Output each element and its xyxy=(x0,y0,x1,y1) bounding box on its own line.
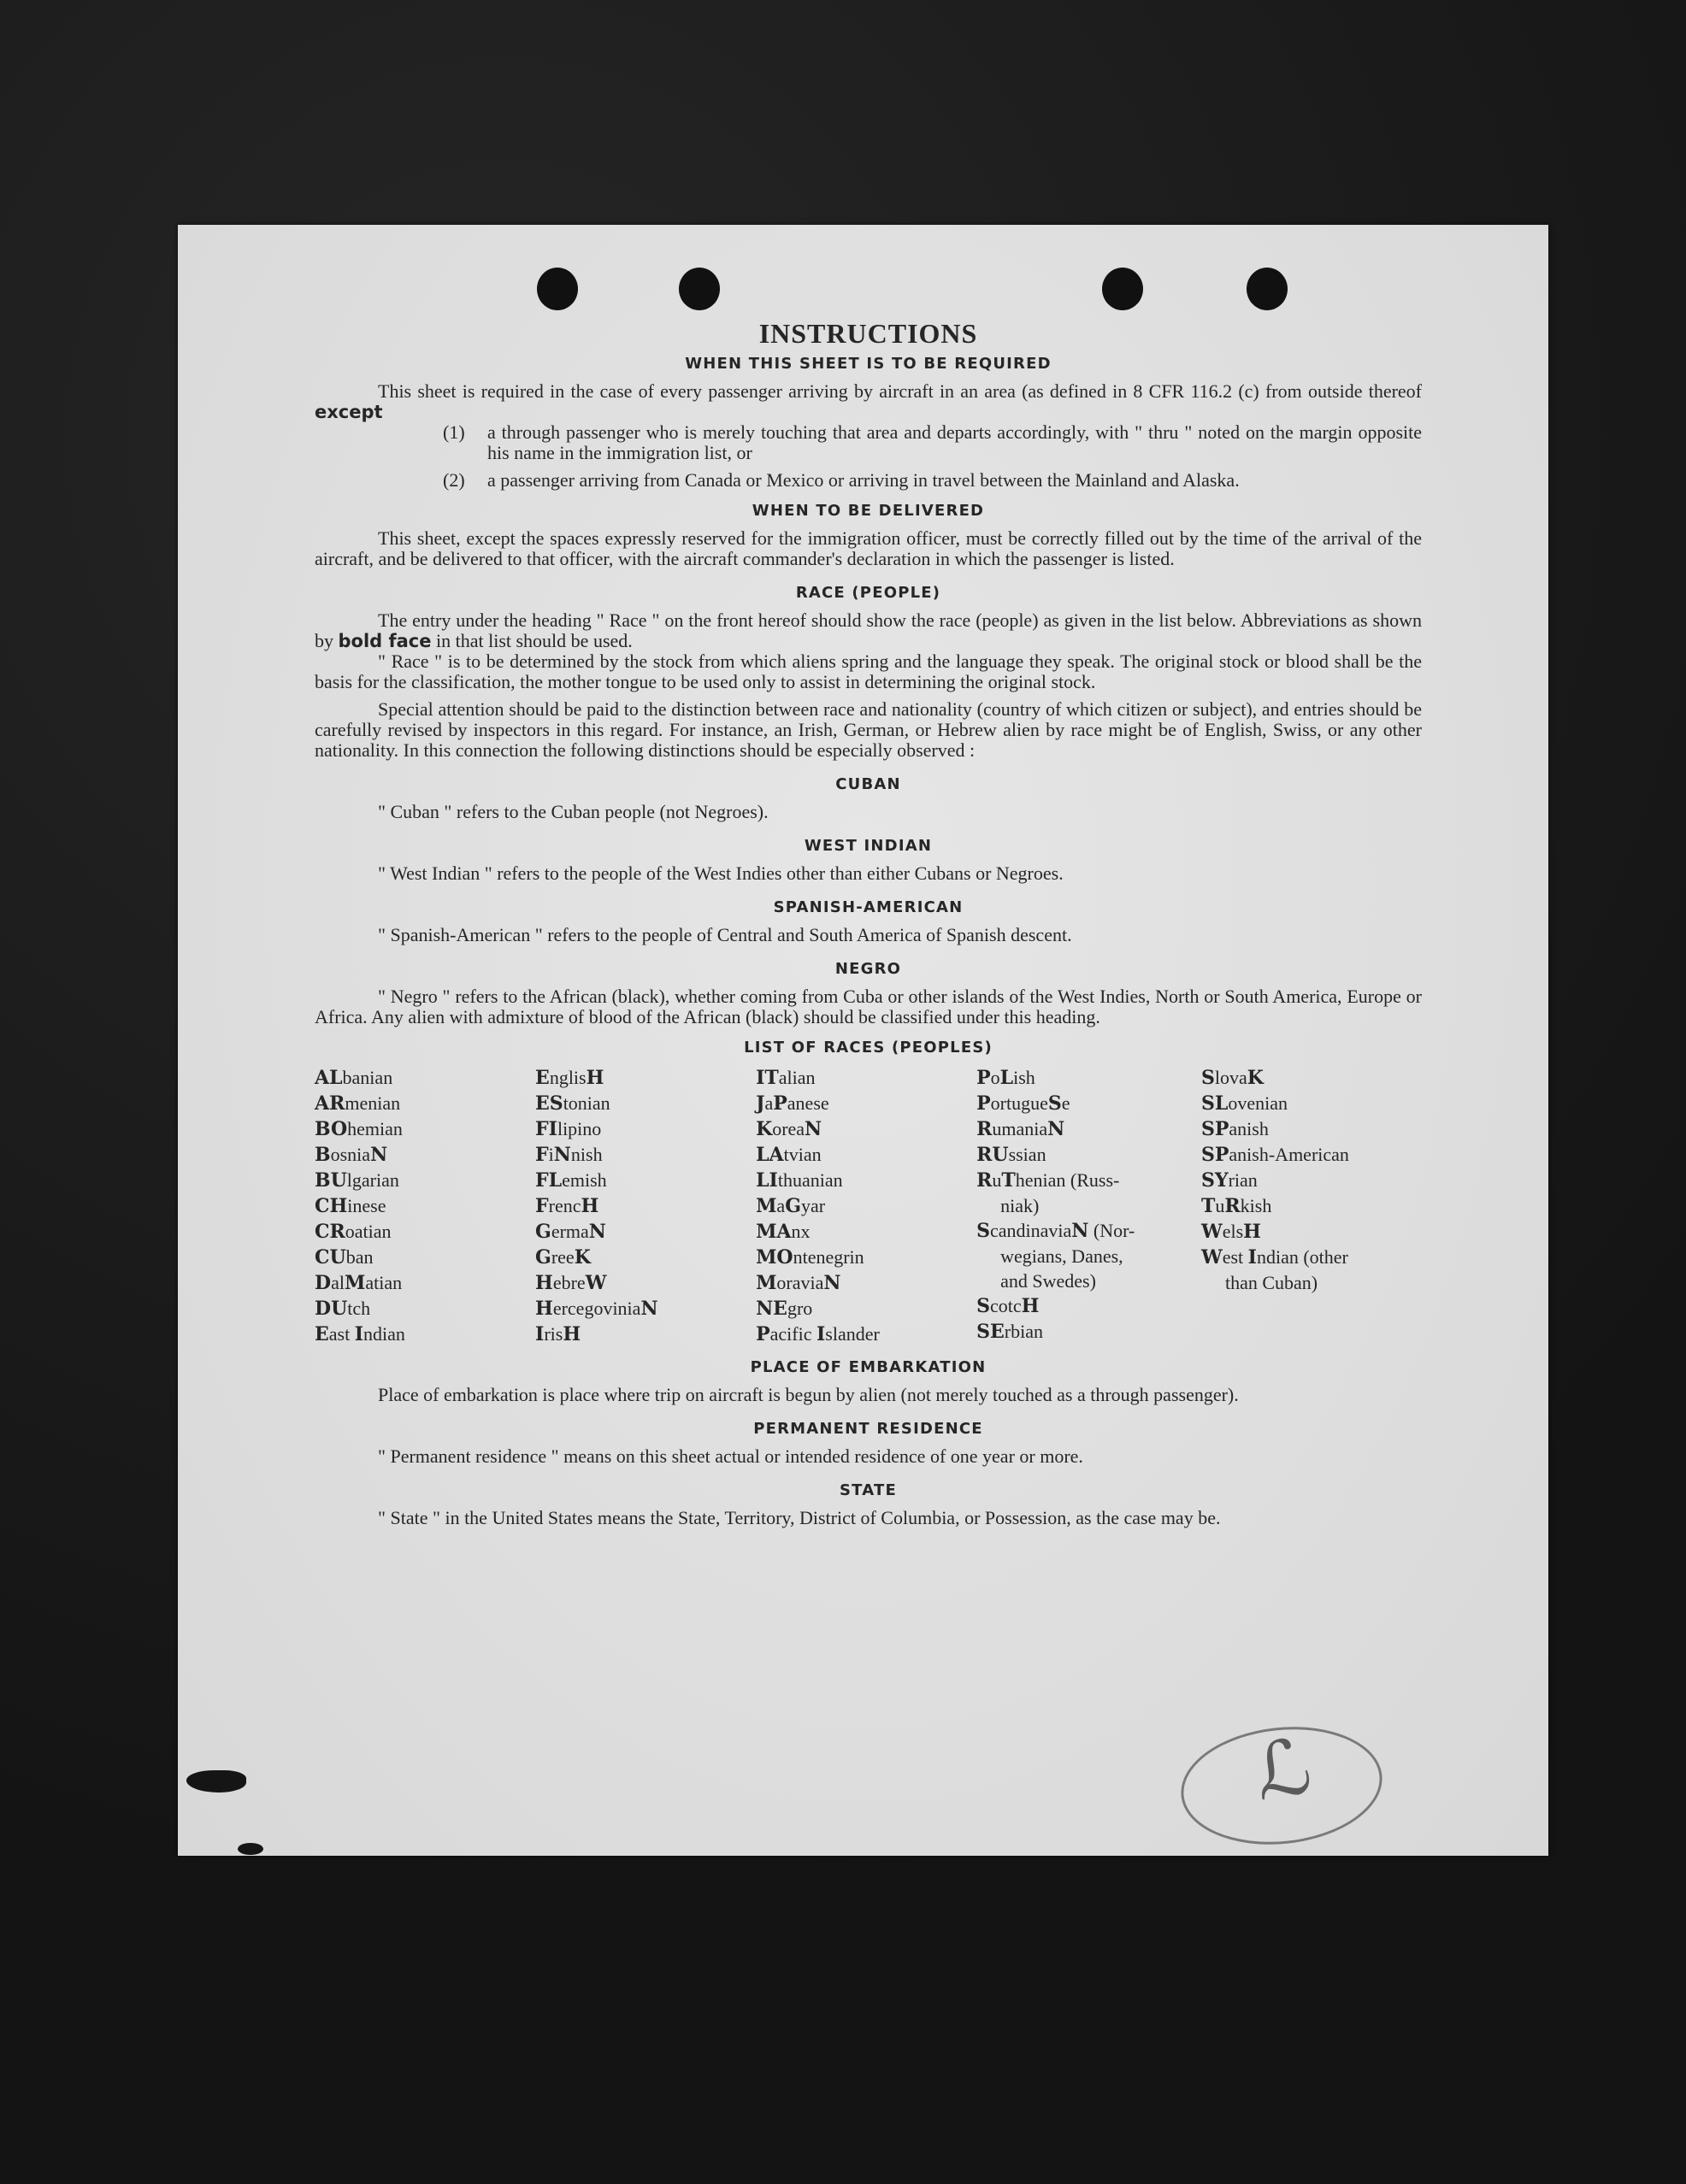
race-entry: DalMatian xyxy=(315,1272,403,1294)
race-entry: PoLish xyxy=(976,1067,1035,1089)
race-entry: MaGyar xyxy=(756,1195,826,1217)
race-entry: ITalian xyxy=(756,1067,816,1089)
race-entry: FiNnish xyxy=(535,1144,603,1166)
race-entry: ARmenian xyxy=(315,1092,401,1115)
race-column xyxy=(1201,1065,1422,1347)
race-entry: NEgro xyxy=(756,1298,813,1320)
race-entry: BOhemian xyxy=(315,1118,403,1140)
para-spanish-american: " Spanish-American " refers to the people of Central and South America of Spanish descent. xyxy=(378,924,1072,945)
race-entry: SYrian xyxy=(1200,1169,1258,1192)
race-entry: ScotcH xyxy=(976,1295,1040,1317)
heading-state: STATE xyxy=(840,1481,897,1499)
para-state: " State " in the United States means the State, Territory, District of Columbia, or Possession, as the case may be. xyxy=(378,1507,1221,1528)
race-entry: niak) xyxy=(1000,1195,1040,1216)
punch-hole xyxy=(1102,268,1143,310)
race-entry: FLemish xyxy=(535,1169,607,1192)
race-entry: CUban xyxy=(315,1246,374,1269)
race-entry: LIthuanian xyxy=(756,1169,843,1192)
race-entry: RumaniaN xyxy=(976,1118,1065,1140)
race-entry: MAnx xyxy=(756,1221,811,1243)
list-item: (1) a through passenger who is merely touching that area and departs accordingly, with " thru " noted on the margin opposite his name in the immigration list, or xyxy=(443,421,1422,463)
race-entry: BosniaN xyxy=(315,1144,388,1166)
race-entry: BUlgarian xyxy=(315,1169,399,1192)
punch-hole xyxy=(679,268,720,310)
race-entry: FIlipino xyxy=(535,1118,602,1140)
race-entry: SlovaK xyxy=(1200,1067,1264,1089)
ink-blot xyxy=(186,1770,246,1793)
heading-negro: NEGRO xyxy=(834,960,902,978)
race-entry: GermaN xyxy=(535,1221,606,1243)
page-title: INSTRUCTIONS xyxy=(758,318,978,349)
race-entry: CRoatian xyxy=(315,1221,392,1243)
race-entry: EStonian xyxy=(535,1092,610,1115)
race-entry: than Cuban) xyxy=(1224,1272,1318,1293)
race-column xyxy=(535,1065,756,1347)
race-entry: HercegoviniaN xyxy=(535,1298,658,1320)
punch-hole xyxy=(1247,268,1288,310)
race-entry: EnglisH xyxy=(535,1067,604,1089)
race-entry: GreeK xyxy=(535,1246,591,1269)
para-race-2: " Race " is to be determined by the stock from which aliens spring and the language they speak. The original stock or blood shall be the basis for the classification, the mother tongue to be used only to assist in determining the original stock. xyxy=(315,650,1422,692)
race-entry: East Indian xyxy=(315,1323,405,1345)
race-column xyxy=(756,1065,976,1347)
race-entry: RUssian xyxy=(976,1144,1046,1166)
para-negro: " Negro " refers to the African (black), whether coming from Cuba or other islands of the West Indies, North or South America, Europe or Africa. Any alien with admixture of blood of the African (black) should be classified under this heading. xyxy=(315,986,1422,1027)
race-entry: wegians, Danes, xyxy=(1000,1245,1123,1267)
race-entry: PortugueSe xyxy=(976,1092,1070,1115)
race-entry: ALbanian xyxy=(315,1067,393,1089)
race-entry: ScandinaviaN (Nor- xyxy=(976,1220,1135,1242)
ink-blot xyxy=(238,1843,263,1855)
race-entry: Pacific Islander xyxy=(756,1323,880,1345)
para-when-delivered: This sheet, except the spaces expressly reserved for the immigration officer, must be correctly filled out by the time of the arrival of the aircraft, and be delivered to that officer, with the aircraft commander's declaration in which the passenger is listed. xyxy=(315,527,1422,569)
race-entry: SPanish-American xyxy=(1200,1144,1349,1166)
race-entry: SErbian xyxy=(976,1321,1043,1343)
para-when-required: This sheet is required in the case of every passenger arriving by aircraft in an area (as defined in 8 CFR 116.2 (c) from outside thereof except xyxy=(315,380,1422,422)
para-race-3: Special attention should be paid to the distinction between race and nationality (country of which citizen or subject), and entries should be carefully revised by inspectors in this regard. For instance, an Irish, German, or Hebrew alien by race might be of English, Swiss, or any other nationality. In this connection the following distinctions should be especially observed : xyxy=(315,698,1422,761)
punch-hole xyxy=(537,268,578,310)
heading-west-indian: WEST INDIAN xyxy=(804,837,933,855)
race-entry: TuRkish xyxy=(1200,1195,1272,1217)
race-entry: LAtvian xyxy=(756,1144,822,1166)
race-list xyxy=(315,1065,1422,1347)
race-entry: West Indian (other xyxy=(1200,1246,1348,1269)
race-entry: RuThenian (Russ- xyxy=(976,1169,1120,1192)
para-cuban: " Cuban " refers to the Cuban people (not Negroes). xyxy=(378,801,769,822)
para-embarkation: Place of embarkation is place where trip on aircraft is begun by alien (not merely touched as a through passenger). xyxy=(378,1384,1239,1405)
race-entry: SPanish xyxy=(1200,1118,1269,1140)
heading-spanish-american: SPANISH-AMERICAN xyxy=(773,898,964,916)
race-entry: FrencH xyxy=(535,1195,599,1217)
race-entry: DUtch xyxy=(315,1298,371,1320)
race-entry: JaPanese xyxy=(756,1092,829,1115)
list-item: (2) a passenger arriving from Canada or Mexico or arriving in travel between the Mainland and Alaska. xyxy=(443,469,1240,491)
heading-when-delivered: WHEN TO BE DELIVERED xyxy=(752,502,985,520)
race-entry: IrisH xyxy=(535,1323,581,1345)
heading-embarkation: PLACE OF EMBARKATION xyxy=(750,1358,987,1376)
race-entry: MoraviaN xyxy=(756,1272,841,1294)
heading-race: RACE (PEOPLE) xyxy=(795,584,941,602)
para-west-indian: " West Indian " refers to the people of the West Indies other than either Cubans or Negroes. xyxy=(378,862,1064,884)
instructions-content xyxy=(315,315,1422,1528)
handwritten-signature: ℒ xyxy=(1247,1721,1318,1819)
race-entry: WelsH xyxy=(1200,1221,1261,1243)
race-entry: CHinese xyxy=(315,1195,386,1217)
race-entry: and Swedes) xyxy=(1000,1270,1096,1292)
document-sheet xyxy=(178,225,1548,1856)
race-entry: KoreaN xyxy=(756,1118,822,1140)
heading-permanent-residence: PERMANENT RESIDENCE xyxy=(753,1420,983,1438)
para-race-1: The entry under the heading " Race " on the front hereof should show the race (people) as given in the list below. Abbreviations as shown by bold face in that list should be used. xyxy=(315,609,1422,651)
race-entry: SLovenian xyxy=(1200,1092,1288,1115)
heading-list-of-races: LIST OF RACES (PEOPLES) xyxy=(744,1039,993,1057)
race-column xyxy=(315,1065,535,1347)
heading-when-required: WHEN THIS SHEET IS TO BE REQUIRED xyxy=(685,355,1052,373)
heading-cuban: CUBAN xyxy=(835,775,901,793)
race-entry: HebreW xyxy=(535,1272,607,1294)
para-permanent-residence: " Permanent residence " means on this sheet actual or intended residence of one year or more. xyxy=(378,1445,1083,1467)
race-column xyxy=(976,1065,1201,1347)
race-entry: MOntenegrin xyxy=(756,1246,864,1269)
